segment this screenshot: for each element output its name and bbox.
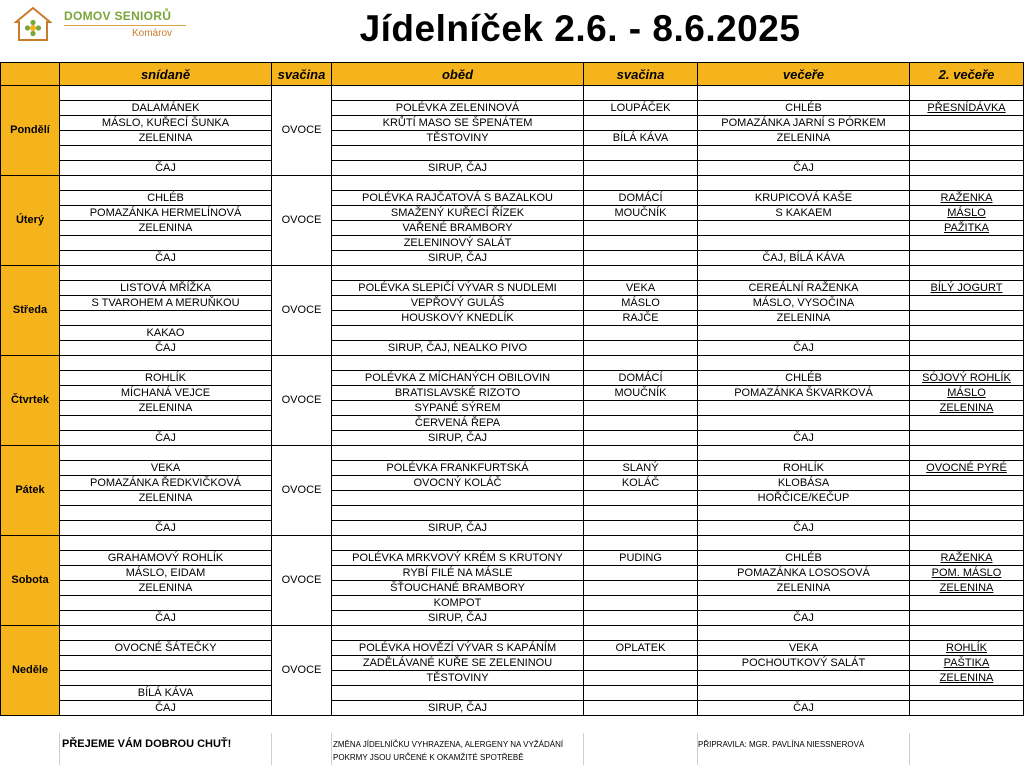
- breakfast-cell: ČAJ: [60, 161, 272, 176]
- second-dinner-cell: [910, 146, 1024, 161]
- dinner-cell: KLOBÁSA: [698, 476, 910, 491]
- breakfast-cell: [60, 596, 272, 611]
- footer-prepared-by: PŘIPRAVILA: MGR. PAVLÍNA NIESSNEROVÁ: [698, 740, 865, 749]
- menu-row: [1, 251, 1024, 266]
- second-dinner-cell: [910, 686, 1024, 701]
- second-dinner-cell: OVOCNÉ PYRÉ: [910, 461, 1024, 476]
- lunch-cell: [332, 356, 584, 371]
- second-dinner-cell: [910, 596, 1024, 611]
- afternoon-snack-cell: MÁSLO: [584, 296, 698, 311]
- lunch-cell: KRŮTÍ MASO SE ŠPENÁTEM: [332, 116, 584, 131]
- menu-row: [1, 611, 1024, 626]
- footer-gridline: [59, 733, 60, 765]
- lunch-cell: TĚSTOVINY: [332, 671, 584, 686]
- dinner-cell: KRUPICOVÁ KAŠE: [698, 191, 910, 206]
- menu-row: [1, 416, 1024, 431]
- breakfast-cell: [60, 356, 272, 371]
- afternoon-snack-cell: MOUČNÍK: [584, 386, 698, 401]
- afternoon-snack-cell: PUDING: [584, 551, 698, 566]
- lunch-cell: [332, 446, 584, 461]
- second-dinner-cell: [910, 131, 1024, 146]
- afternoon-snack-cell: MOUČNÍK: [584, 206, 698, 221]
- lunch-cell: SIRUP, ČAJ: [332, 521, 584, 536]
- second-dinner-cell: RAŽENKA: [910, 551, 1024, 566]
- breakfast-cell: [60, 506, 272, 521]
- second-dinner-cell: [910, 266, 1024, 281]
- header-corner: [1, 63, 60, 86]
- menu-row: [1, 326, 1024, 341]
- breakfast-cell: [60, 176, 272, 191]
- afternoon-snack-cell: [584, 506, 698, 521]
- dinner-cell: ZELENINA: [698, 581, 910, 596]
- lunch-cell: VAŘENÉ BRAMBORY: [332, 221, 584, 236]
- lunch-cell: TĚSTOVINY: [332, 131, 584, 146]
- breakfast-cell: DALAMÁNEK: [60, 101, 272, 116]
- footer-gridline: [909, 733, 910, 765]
- breakfast-cell: POMAZÁNKA ŘEDKVIČKOVÁ: [60, 476, 272, 491]
- lunch-cell: SMAŽENÝ KUŘECÍ ŘÍZEK: [332, 206, 584, 221]
- dinner-cell: S KAKAEM: [698, 206, 910, 221]
- menu-row: [1, 116, 1024, 131]
- dinner-cell: ROHLÍK: [698, 461, 910, 476]
- lunch-cell: BRATISLAVSKÉ RIZOTO: [332, 386, 584, 401]
- dinner-cell: ČAJ: [698, 701, 910, 716]
- menu-row: [1, 566, 1024, 581]
- dinner-cell: POMAZÁNKA LOSOSOVÁ: [698, 566, 910, 581]
- lunch-cell: [332, 536, 584, 551]
- afternoon-snack-cell: [584, 86, 698, 101]
- breakfast-cell: OVOCNÉ ŠÁTEČKY: [60, 641, 272, 656]
- column-header-afternoon-snack: svačina: [584, 63, 698, 86]
- second-dinner-cell: ROHLÍK: [910, 641, 1024, 656]
- dinner-cell: [698, 596, 910, 611]
- menu-row: [1, 236, 1024, 251]
- dinner-cell: ČAJ: [698, 161, 910, 176]
- menu-row: [1, 161, 1024, 176]
- dinner-cell: ZELENINA: [698, 131, 910, 146]
- lunch-cell: ŠŤOUCHANÉ BRAMBORY: [332, 581, 584, 596]
- logo-divider: [64, 25, 186, 26]
- menu-row: [1, 521, 1024, 536]
- lunch-cell: SIRUP, ČAJ: [332, 611, 584, 626]
- menu-row: [1, 131, 1024, 146]
- footer-gridline: [697, 733, 698, 765]
- afternoon-snack-cell: [584, 116, 698, 131]
- footer: [0, 733, 1024, 765]
- lunch-cell: HOUSKOVÝ KNEDLÍK: [332, 311, 584, 326]
- afternoon-snack-cell: [584, 236, 698, 251]
- lunch-cell: ČERVENÁ ŘEPA: [332, 416, 584, 431]
- breakfast-cell: MÁSLO, KUŘECÍ ŠUNKA: [60, 116, 272, 131]
- second-dinner-cell: POM. MÁSLO: [910, 566, 1024, 581]
- dinner-cell: [698, 176, 910, 191]
- lunch-cell: [332, 86, 584, 101]
- second-dinner-cell: ZELENINA: [910, 671, 1024, 686]
- breakfast-cell: ZELENINA: [60, 401, 272, 416]
- lunch-cell: POLÉVKA ZELENINOVÁ: [332, 101, 584, 116]
- lunch-cell: SIRUP, ČAJ: [332, 701, 584, 716]
- afternoon-snack-cell: VEKA: [584, 281, 698, 296]
- breakfast-cell: ČAJ: [60, 341, 272, 356]
- second-dinner-cell: [910, 86, 1024, 101]
- second-dinner-cell: PAŠTIKA: [910, 656, 1024, 671]
- second-dinner-cell: [910, 416, 1024, 431]
- breakfast-cell: MÍCHANÁ VEJCE: [60, 386, 272, 401]
- menu-row: [1, 596, 1024, 611]
- morning-snack-cell: OVOCE: [272, 176, 332, 266]
- second-dinner-cell: [910, 296, 1024, 311]
- logo-name: DOMOV SENIORŮ: [64, 9, 172, 23]
- menu-row: [1, 296, 1024, 311]
- second-dinner-cell: [910, 611, 1024, 626]
- dinner-cell: [698, 146, 910, 161]
- breakfast-cell: ČAJ: [60, 611, 272, 626]
- menu-row: [1, 581, 1024, 596]
- breakfast-cell: CHLÉB: [60, 191, 272, 206]
- footer-gridline: [583, 733, 584, 765]
- afternoon-snack-cell: [584, 611, 698, 626]
- footer-wish: PŘEJEME VÁM DOBROU CHUŤ!: [62, 738, 232, 750]
- menu-row: [1, 221, 1024, 236]
- menu-row: [1, 671, 1024, 686]
- lunch-cell: POLÉVKA FRANKFURTSKÁ: [332, 461, 584, 476]
- breakfast-cell: LISTOVÁ MŘÍŽKA: [60, 281, 272, 296]
- dinner-cell: [698, 671, 910, 686]
- menu-row: [1, 701, 1024, 716]
- day-label: Úterý: [1, 176, 60, 266]
- menu-row: [1, 371, 1024, 386]
- menu-row: [1, 536, 1024, 551]
- afternoon-snack-cell: [584, 146, 698, 161]
- day-label: Čtvrtek: [1, 356, 60, 446]
- dinner-cell: ČAJ: [698, 431, 910, 446]
- dinner-cell: CHLÉB: [698, 551, 910, 566]
- lunch-cell: ZADĚLÁVANÉ KUŘE SE ZELENINOU: [332, 656, 584, 671]
- dinner-cell: [698, 221, 910, 236]
- menu-row: [1, 206, 1024, 221]
- second-dinner-cell: MÁSLO: [910, 386, 1024, 401]
- afternoon-snack-cell: KOLÁČ: [584, 476, 698, 491]
- menu-row: [1, 461, 1024, 476]
- menu-row: [1, 491, 1024, 506]
- afternoon-snack-cell: [584, 401, 698, 416]
- footer-note-change: ZMĚNA JÍDELNÍČKU VYHRAZENA, ALERGENY NA VYŽÁDÁNÍ: [333, 740, 564, 749]
- menu-row: [1, 176, 1024, 191]
- menu-row: [1, 311, 1024, 326]
- dinner-cell: [698, 236, 910, 251]
- dinner-cell: POCHOUTKOVÝ SALÁT: [698, 656, 910, 671]
- lunch-cell: KOMPOT: [332, 596, 584, 611]
- afternoon-snack-cell: [584, 161, 698, 176]
- dinner-cell: [698, 401, 910, 416]
- second-dinner-cell: [910, 701, 1024, 716]
- afternoon-snack-cell: [584, 221, 698, 236]
- second-dinner-cell: [910, 491, 1024, 506]
- dinner-cell: MÁSLO, VYSOČINA: [698, 296, 910, 311]
- lunch-cell: [332, 266, 584, 281]
- second-dinner-cell: [910, 626, 1024, 641]
- second-dinner-cell: [910, 506, 1024, 521]
- morning-snack-cell: OVOCE: [272, 536, 332, 626]
- second-dinner-cell: [910, 446, 1024, 461]
- lunch-cell: OVOCNÝ KOLÁČ: [332, 476, 584, 491]
- second-dinner-cell: ZELENINA: [910, 401, 1024, 416]
- second-dinner-cell: RAŽENKA: [910, 191, 1024, 206]
- column-header-breakfast: snídaně: [60, 63, 272, 86]
- afternoon-snack-cell: RAJČE: [584, 311, 698, 326]
- dinner-cell: ČAJ: [698, 611, 910, 626]
- morning-snack-cell: OVOCE: [272, 266, 332, 356]
- menu-row: [1, 341, 1024, 356]
- afternoon-snack-cell: DOMÁCÍ: [584, 371, 698, 386]
- afternoon-snack-cell: [584, 326, 698, 341]
- afternoon-snack-cell: [584, 251, 698, 266]
- dinner-cell: POMAZÁNKA ŠKVARKOVÁ: [698, 386, 910, 401]
- afternoon-snack-cell: [584, 266, 698, 281]
- lunch-cell: SIRUP, ČAJ: [332, 251, 584, 266]
- breakfast-cell: [60, 236, 272, 251]
- day-label: Neděle: [1, 626, 60, 716]
- second-dinner-cell: SÓJOVÝ ROHLÍK: [910, 371, 1024, 386]
- breakfast-cell: ČAJ: [60, 701, 272, 716]
- afternoon-snack-cell: [584, 596, 698, 611]
- menu-row: [1, 266, 1024, 281]
- dinner-cell: [698, 356, 910, 371]
- second-dinner-cell: [910, 116, 1024, 131]
- lunch-cell: ZELENINOVÝ SALÁT: [332, 236, 584, 251]
- header-row: [1, 63, 1024, 86]
- dinner-cell: CEREÁLNÍ RAŽENKA: [698, 281, 910, 296]
- column-header-second-dinner: 2. večeře: [910, 63, 1024, 86]
- dinner-cell: HOŘČICE/KEČUP: [698, 491, 910, 506]
- dinner-cell: [698, 506, 910, 521]
- lunch-cell: [332, 146, 584, 161]
- lunch-cell: SIRUP, ČAJ, NEALKO PIVO: [332, 341, 584, 356]
- afternoon-snack-cell: [584, 671, 698, 686]
- breakfast-cell: ČAJ: [60, 521, 272, 536]
- afternoon-snack-cell: [584, 581, 698, 596]
- dinner-cell: ČAJ, BÍLÁ KÁVA: [698, 251, 910, 266]
- dinner-cell: CHLÉB: [698, 371, 910, 386]
- day-label: Sobota: [1, 536, 60, 626]
- menu-row: [1, 386, 1024, 401]
- breakfast-cell: KAKAO: [60, 326, 272, 341]
- dinner-cell: ČAJ: [698, 521, 910, 536]
- afternoon-snack-cell: [584, 446, 698, 461]
- second-dinner-cell: [910, 236, 1024, 251]
- dinner-cell: ZELENINA: [698, 311, 910, 326]
- breakfast-cell: [60, 86, 272, 101]
- day-label: Pondělí: [1, 86, 60, 176]
- menu-row: [1, 401, 1024, 416]
- morning-snack-cell: OVOCE: [272, 626, 332, 716]
- lunch-cell: [332, 491, 584, 506]
- second-dinner-cell: [910, 251, 1024, 266]
- second-dinner-cell: [910, 341, 1024, 356]
- breakfast-cell: S TVAROHEM A MERUŇKOU: [60, 296, 272, 311]
- menu-row: [1, 146, 1024, 161]
- breakfast-cell: ZELENINA: [60, 581, 272, 596]
- lunch-cell: SYPANÉ SÝREM: [332, 401, 584, 416]
- lunch-cell: POLÉVKA RAJČATOVÁ S BAZALKOU: [332, 191, 584, 206]
- breakfast-cell: VEKA: [60, 461, 272, 476]
- breakfast-cell: GRAHAMOVÝ ROHLÍK: [60, 551, 272, 566]
- second-dinner-cell: BÍLÝ JOGURT: [910, 281, 1024, 296]
- second-dinner-cell: [910, 536, 1024, 551]
- second-dinner-cell: PŘESNÍDÁVKA: [910, 101, 1024, 116]
- menu-row: [1, 191, 1024, 206]
- morning-snack-cell: OVOCE: [272, 86, 332, 176]
- lunch-cell: [332, 686, 584, 701]
- column-header-dinner: večeře: [698, 63, 910, 86]
- dinner-cell: [698, 446, 910, 461]
- afternoon-snack-cell: SLANÝ: [584, 461, 698, 476]
- breakfast-cell: ZELENINA: [60, 131, 272, 146]
- breakfast-cell: ČAJ: [60, 431, 272, 446]
- lunch-cell: RYBÍ FILÉ NA MÁSLE: [332, 566, 584, 581]
- dinner-cell: CHLÉB: [698, 101, 910, 116]
- afternoon-snack-cell: DOMÁCÍ: [584, 191, 698, 206]
- menu-row: [1, 626, 1024, 641]
- second-dinner-cell: ZELENINA: [910, 581, 1024, 596]
- menu-row: [1, 431, 1024, 446]
- lunch-cell: SIRUP, ČAJ: [332, 431, 584, 446]
- second-dinner-cell: [910, 521, 1024, 536]
- breakfast-cell: [60, 446, 272, 461]
- menu-table: [0, 62, 1024, 716]
- footer-gridline: [331, 733, 332, 765]
- logo: [12, 4, 202, 42]
- breakfast-cell: ZELENINA: [60, 491, 272, 506]
- second-dinner-cell: [910, 161, 1024, 176]
- menu-row: [1, 281, 1024, 296]
- page-header: [0, 0, 1024, 62]
- morning-snack-cell: OVOCE: [272, 446, 332, 536]
- dinner-cell: [698, 416, 910, 431]
- house-flower-icon: [14, 6, 52, 42]
- breakfast-cell: [60, 626, 272, 641]
- afternoon-snack-cell: [584, 356, 698, 371]
- menu-row: [1, 356, 1024, 371]
- dinner-cell: POMAZÁNKA JARNÍ S PÓRKEM: [698, 116, 910, 131]
- breakfast-cell: MÁSLO, EIDAM: [60, 566, 272, 581]
- dinner-cell: VEKA: [698, 641, 910, 656]
- column-header-lunch: oběd: [332, 63, 584, 86]
- morning-snack-cell: OVOCE: [272, 356, 332, 446]
- second-dinner-cell: [910, 176, 1024, 191]
- footer-note-consumption: POKRMY JSOU URČENÉ K OKAMŽITÉ SPOTŘEBĚ: [333, 753, 524, 762]
- lunch-cell: SIRUP, ČAJ: [332, 161, 584, 176]
- column-header-morning-snack: svačina: [272, 63, 332, 86]
- afternoon-snack-cell: [584, 416, 698, 431]
- second-dinner-cell: MÁSLO: [910, 206, 1024, 221]
- lunch-cell: POLÉVKA SLEPIČÍ VÝVAR S NUDLEMI: [332, 281, 584, 296]
- breakfast-cell: [60, 146, 272, 161]
- afternoon-snack-cell: BÍLÁ KÁVA: [584, 131, 698, 146]
- footer-gridline: [271, 733, 272, 765]
- afternoon-snack-cell: [584, 536, 698, 551]
- menu-row: [1, 506, 1024, 521]
- afternoon-snack-cell: [584, 656, 698, 671]
- breakfast-cell: ROHLÍK: [60, 371, 272, 386]
- menu-row: [1, 86, 1024, 101]
- afternoon-snack-cell: OPLATEK: [584, 641, 698, 656]
- afternoon-snack-cell: [584, 686, 698, 701]
- lunch-cell: POLÉVKA HOVĚZÍ VÝVAR S KAPÁNÍM: [332, 641, 584, 656]
- breakfast-cell: [60, 536, 272, 551]
- dinner-cell: [698, 626, 910, 641]
- day-label: Pátek: [1, 446, 60, 536]
- logo-town: Komárov: [132, 28, 173, 39]
- second-dinner-cell: [910, 356, 1024, 371]
- breakfast-cell: BÍLÁ KÁVA: [60, 686, 272, 701]
- afternoon-snack-cell: [584, 431, 698, 446]
- second-dinner-cell: [910, 326, 1024, 341]
- afternoon-snack-cell: [584, 491, 698, 506]
- second-dinner-cell: [910, 431, 1024, 446]
- menu-body: [1, 86, 1024, 716]
- menu-row: [1, 446, 1024, 461]
- menu-row: [1, 101, 1024, 116]
- dinner-cell: [698, 686, 910, 701]
- afternoon-snack-cell: LOUPÁČEK: [584, 101, 698, 116]
- dinner-cell: [698, 86, 910, 101]
- breakfast-cell: [60, 416, 272, 431]
- breakfast-cell: ZELENINA: [60, 221, 272, 236]
- afternoon-snack-cell: [584, 341, 698, 356]
- lunch-cell: POLÉVKA MRKVOVÝ KRÉM S KRUTONY: [332, 551, 584, 566]
- menu-row: [1, 686, 1024, 701]
- dinner-cell: [698, 266, 910, 281]
- second-dinner-cell: PAŽITKA: [910, 221, 1024, 236]
- lunch-cell: [332, 506, 584, 521]
- afternoon-snack-cell: [584, 521, 698, 536]
- menu-row: [1, 551, 1024, 566]
- second-dinner-cell: [910, 476, 1024, 491]
- dinner-cell: ČAJ: [698, 341, 910, 356]
- lunch-cell: [332, 626, 584, 641]
- breakfast-cell: [60, 656, 272, 671]
- page-title: Jídelníček 2.6. - 8.6.2025: [359, 8, 801, 49]
- menu-row: [1, 641, 1024, 656]
- lunch-cell: [332, 176, 584, 191]
- dinner-cell: [698, 326, 910, 341]
- menu-row: [1, 656, 1024, 671]
- afternoon-snack-cell: [584, 626, 698, 641]
- lunch-cell: POLÉVKA Z MÍCHANÝCH OBILOVIN: [332, 371, 584, 386]
- lunch-cell: VEPŘOVÝ GULÁŠ: [332, 296, 584, 311]
- breakfast-cell: [60, 311, 272, 326]
- afternoon-snack-cell: [584, 566, 698, 581]
- second-dinner-cell: [910, 311, 1024, 326]
- breakfast-cell: [60, 266, 272, 281]
- lunch-cell: [332, 326, 584, 341]
- breakfast-cell: [60, 671, 272, 686]
- menu-row: [1, 476, 1024, 491]
- day-label: Středa: [1, 266, 60, 356]
- breakfast-cell: POMAZÁNKA HERMELÍNOVÁ: [60, 206, 272, 221]
- afternoon-snack-cell: [584, 176, 698, 191]
- dinner-cell: [698, 536, 910, 551]
- afternoon-snack-cell: [584, 701, 698, 716]
- breakfast-cell: ČAJ: [60, 251, 272, 266]
